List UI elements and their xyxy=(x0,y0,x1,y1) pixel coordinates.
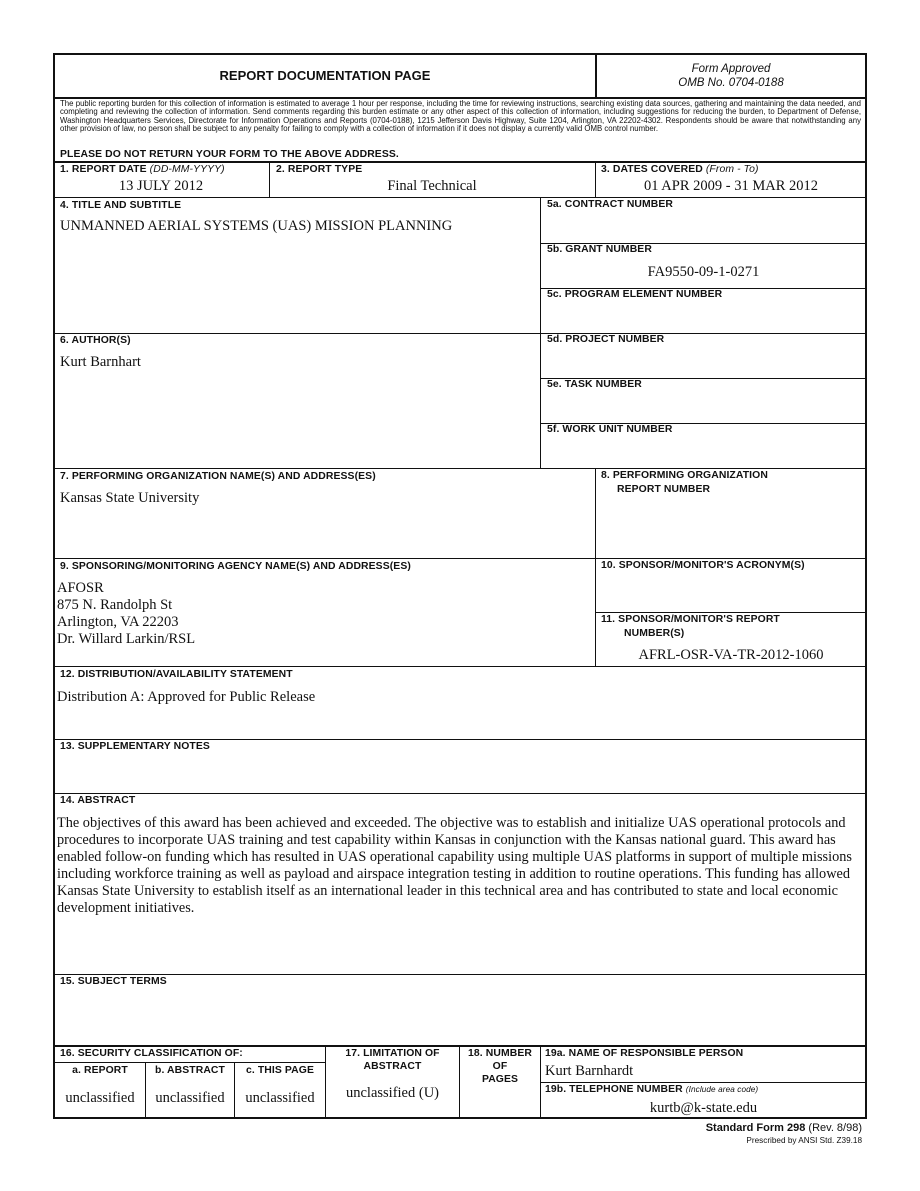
authors-label: 6. AUTHOR(S) xyxy=(60,335,131,346)
report-type-field[interactable]: Final Technical xyxy=(387,178,477,194)
authors-field[interactable]: Kurt Barnhart xyxy=(60,354,141,370)
sponsor-report-label-1: 11. SPONSOR/MONITOR'S REPORT xyxy=(601,614,780,625)
telephone-label: 19b. TELEPHONE NUMBER (Include area code) xyxy=(545,1084,759,1095)
sponsor-acronym-label: 10. SPONSOR/MONITOR'S ACRONYM(S) xyxy=(601,560,805,571)
responsible-person-label: 19a. NAME OF RESPONSIBLE PERSON xyxy=(545,1048,744,1059)
project-number-label: 5d. PROJECT NUMBER xyxy=(547,334,665,345)
rule-11 xyxy=(53,666,867,667)
rule-5f xyxy=(53,468,867,469)
security-report-label: a. REPORT xyxy=(72,1065,128,1076)
work-unit-label: 5f. WORK UNIT NUMBER xyxy=(547,424,673,435)
report-date-field[interactable]: 13 JULY 2012 xyxy=(118,178,204,194)
security-report-field[interactable]: unclassified xyxy=(65,1090,135,1106)
form-title: REPORT DOCUMENTATION PAGE xyxy=(219,68,431,83)
security-classification-label: 16. SECURITY CLASSIFICATION OF: xyxy=(60,1048,243,1059)
report-date-label: 1. REPORT DATE (DD-MM-YYYY) xyxy=(60,164,225,175)
rule-5c xyxy=(53,333,867,334)
abstract-field[interactable]: The objectives of this award has been achieved and exceeded. The objective was to establish and initialize UAS operational protocols and procedures to incorporate UAS training and test capability within Kansas in conjunction with the Kansas national guard. This award has enabled follow-on funding which has resulted in UAS operational capability using multiple UAS platforms in support of multiple missions including workforce training as well as payload and airspace integration testing in addition to routine operations. This funding has allowed Kansas State University to establish itself as an international leader in this technical area and has contributed to state and local economic development initiatives. xyxy=(57,815,852,917)
title-subtitle-label: 4. TITLE AND SUBTITLE xyxy=(60,200,182,211)
rule-19a xyxy=(540,1082,867,1083)
security-page-field[interactable]: unclassified xyxy=(245,1090,315,1106)
pages-label-3: PAGES xyxy=(481,1074,519,1085)
sponsoring-agency-label: 9. SPONSORING/MONITORING AGENCY NAME(S) AND ADDRESS(ES) xyxy=(60,561,411,572)
grant-number-field[interactable]: FA9550-09-1-0271 xyxy=(647,264,760,280)
report-type-label: 2. REPORT TYPE xyxy=(276,164,363,175)
omb-number: OMB No. 0704-0188 xyxy=(678,77,784,89)
sponsor-line-1[interactable]: AFOSR xyxy=(57,580,104,596)
program-element-label: 5c. PROGRAM ELEMENT NUMBER xyxy=(547,289,723,300)
performing-report-label-1: 8. PERFORMING ORGANIZATION xyxy=(601,470,768,481)
security-abstract-field[interactable]: unclassified xyxy=(155,1090,225,1106)
header-divider xyxy=(595,53,597,98)
security-page-label: c. THIS PAGE xyxy=(246,1065,314,1076)
form-approved-label: Form Approved xyxy=(691,63,771,75)
block7-divider xyxy=(595,469,596,666)
task-number-label: 5e. TASK NUMBER xyxy=(547,379,642,390)
contract-number-label: 5a. CONTRACT NUMBER xyxy=(547,199,674,210)
standard-form-footer xyxy=(706,1122,862,1134)
distribution-field[interactable]: Distribution A: Approved for Public Release xyxy=(57,689,316,705)
pages-label-1: 18. NUMBER xyxy=(468,1048,532,1059)
grant-number-label: 5b. GRANT NUMBER xyxy=(547,244,652,255)
abstract-label: 14. ABSTRACT xyxy=(60,795,136,806)
row1-bottom-rule xyxy=(53,197,867,198)
responsible-person-field[interactable]: Kurt Barnhardt xyxy=(545,1063,634,1079)
dates-covered-field[interactable]: 01 APR 2009 - 31 MAR 2012 xyxy=(643,178,819,194)
distribution-label: 12. DISTRIBUTION/AVAILABILITY STATEMENT xyxy=(60,669,293,680)
rule-12 xyxy=(53,739,867,740)
standard-form-number: Standard Form 298 xyxy=(705,1122,806,1134)
prescribed-by-footer: Prescribed by ANSI Std. Z39.18 xyxy=(746,1136,862,1145)
rule-15 xyxy=(53,1045,867,1047)
pages-label-2: OF xyxy=(492,1061,508,1072)
subject-terms-label: 15. SUBJECT TERMS xyxy=(60,976,167,987)
rule-7 xyxy=(53,558,867,559)
notice-bottom-rule xyxy=(53,161,867,163)
form-revision: (Rev. 8/98) xyxy=(808,1122,862,1134)
performing-org-label: 7. PERFORMING ORGANIZATION NAME(S) AND ADDRESS(ES) xyxy=(60,471,376,482)
rule-10 xyxy=(595,612,867,613)
telephone-field[interactable]: kurtb@k-state.edu xyxy=(649,1100,758,1116)
sponsor-report-label-2: NUMBER(S) xyxy=(624,628,685,639)
performing-report-label-2: REPORT NUMBER xyxy=(617,484,711,495)
form-border xyxy=(53,53,867,1119)
performing-org-field[interactable]: Kansas State University xyxy=(60,490,200,506)
limitation-field[interactable]: unclassified (U) xyxy=(345,1085,439,1101)
limitation-label-2: ABSTRACT xyxy=(363,1061,422,1072)
dates-covered-label: 3. DATES COVERED (From - To) xyxy=(601,164,759,175)
rule-16-header xyxy=(53,1062,325,1063)
supplementary-label: 13. SUPPLEMENTARY NOTES xyxy=(60,741,210,752)
sponsor-line-2[interactable]: 875 N. Randolph St xyxy=(57,597,173,613)
row1-divider-b xyxy=(595,162,596,197)
burden-notice: The public reporting burden for this collection of information is estimated to average 1 hour per response, including the time for reviewing instructions, searching existing data sources, gathering and maintaining the data needed, and completing and reviewing the collection of information. Send comments regarding this burden estimate or any other aspect of this collection of information, including suggestions for reducing the burden, to Department of Defense, Washington Headquarters Services, Directorate for Information Operations and Reports (0704-0188), 1215 Jefferson Davis Highway, Suite 1204, Arlington, VA 22202-4302. Respondents should be aware that notwithstanding any other provision of law, no person shall be subject to any penalty for failing to comply with a collection of information if it does not display a currently valid OMB control number. xyxy=(60,99,861,134)
rule-14 xyxy=(53,974,867,975)
sponsor-line-3[interactable]: Arlington, VA 22203 xyxy=(57,614,179,630)
limitation-label-1: 17. LIMITATION OF xyxy=(345,1048,440,1059)
security-abstract-label: b. ABSTRACT xyxy=(155,1065,225,1076)
sponsor-line-4[interactable]: Dr. Willard Larkin/RSL xyxy=(57,631,196,647)
do-not-return-notice: PLEASE DO NOT RETURN YOUR FORM TO THE ABOVE ADDRESS. xyxy=(60,149,399,160)
sponsor-report-field[interactable]: AFRL-OSR-VA-TR-2012-1060 xyxy=(638,647,824,663)
rule-13 xyxy=(53,793,867,794)
title-subtitle-field[interactable]: UNMANNED AERIAL SYSTEMS (UAS) MISSION PLANNING xyxy=(60,218,453,234)
